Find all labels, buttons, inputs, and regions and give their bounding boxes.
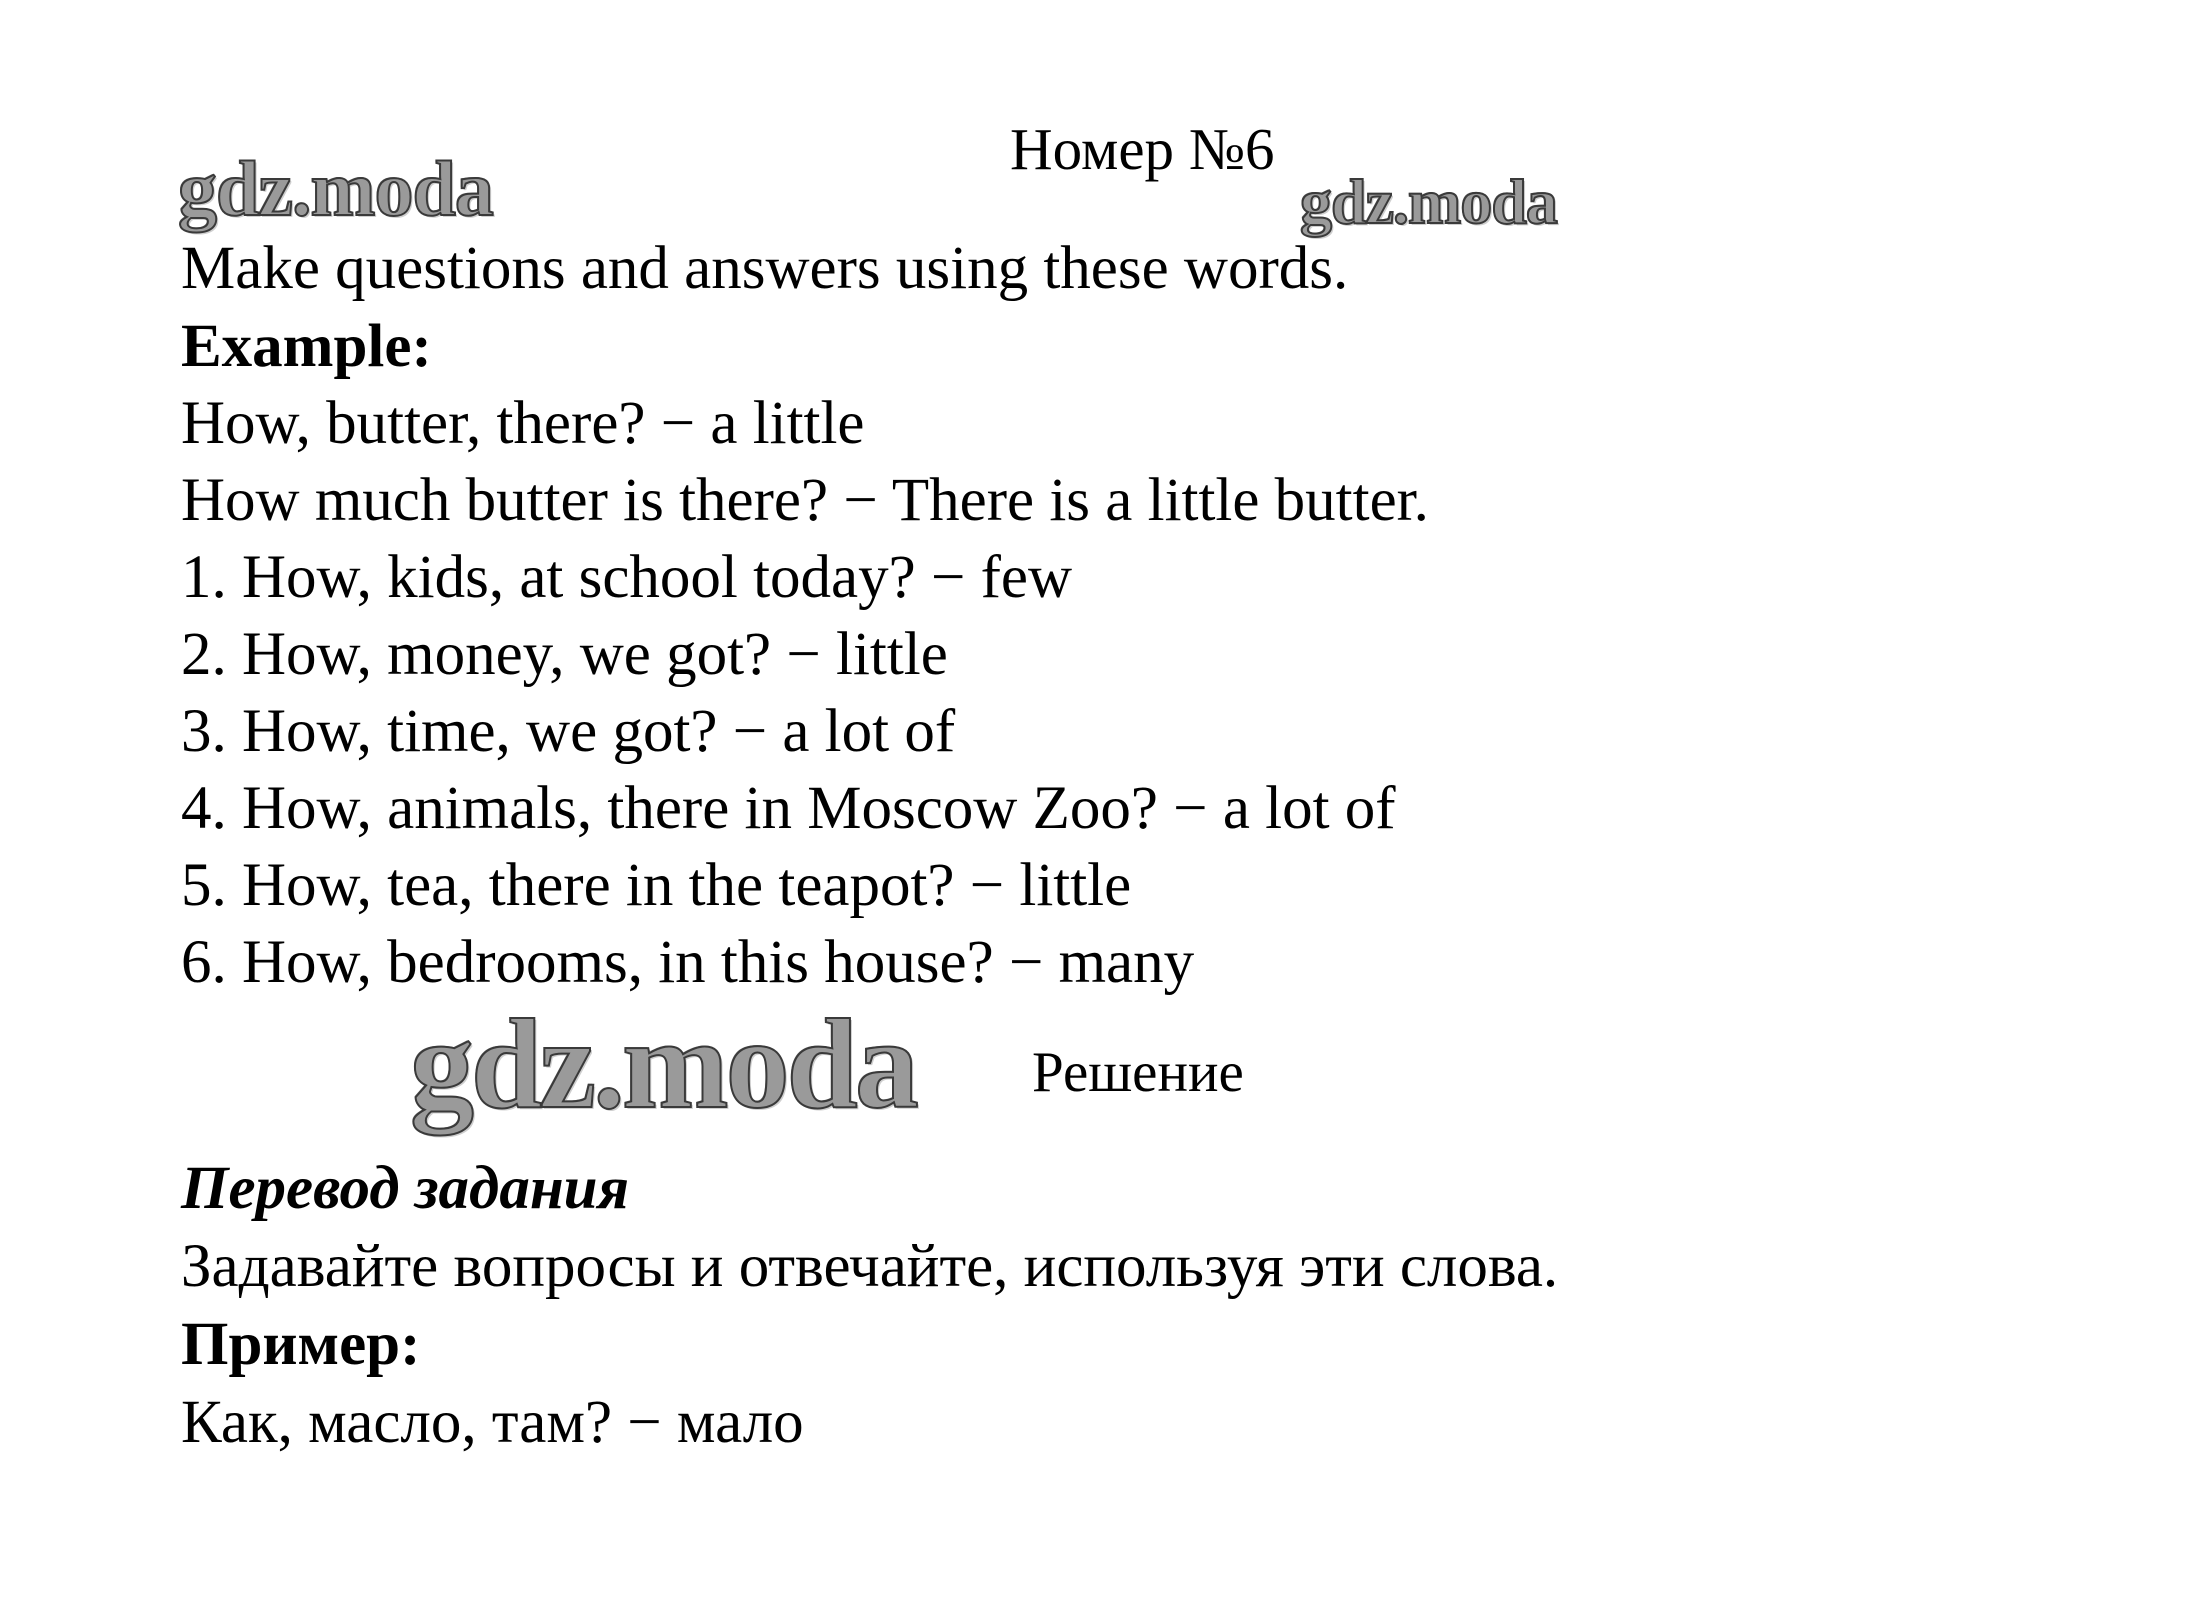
example-label: Example: — [181, 313, 432, 380]
translation-heading: Перевод задания — [181, 1155, 630, 1222]
translation-instruction: Задавайте вопросы и отвечайте, используя эти слова. — [181, 1233, 1559, 1300]
translation-example-prompt: Как, масло, там? − мало — [181, 1389, 804, 1456]
task-item: 6. How, bedrooms, in this house? − many — [181, 929, 1195, 996]
watermark-logo: gdz.moda — [178, 145, 493, 232]
task-item: 2. How, money, we got? − little — [181, 621, 948, 688]
translation-example-label: Пример: — [181, 1311, 421, 1378]
exercise-number-title: Номер №6 — [1010, 116, 1275, 182]
task-instruction: Make questions and answers using these words. — [181, 235, 1349, 302]
watermark-logo: gdz.moda — [1300, 166, 1557, 237]
task-item: 3. How, time, we got? − a lot of — [181, 698, 956, 765]
task-item: 5. How, tea, there in the teapot? − little — [181, 852, 1132, 919]
task-item: 1. How, kids, at school today? − few — [181, 544, 1073, 611]
watermark-logo: gdz.moda — [410, 993, 916, 1135]
solution-label: Решение — [1032, 1041, 1244, 1104]
task-item: 4. How, animals, there in Moscow Zoo? − a lot of — [181, 775, 1396, 842]
example-answer: How much butter is there? − There is a little butter. — [181, 467, 1429, 534]
example-prompt: How, butter, there? − a little — [181, 390, 865, 457]
